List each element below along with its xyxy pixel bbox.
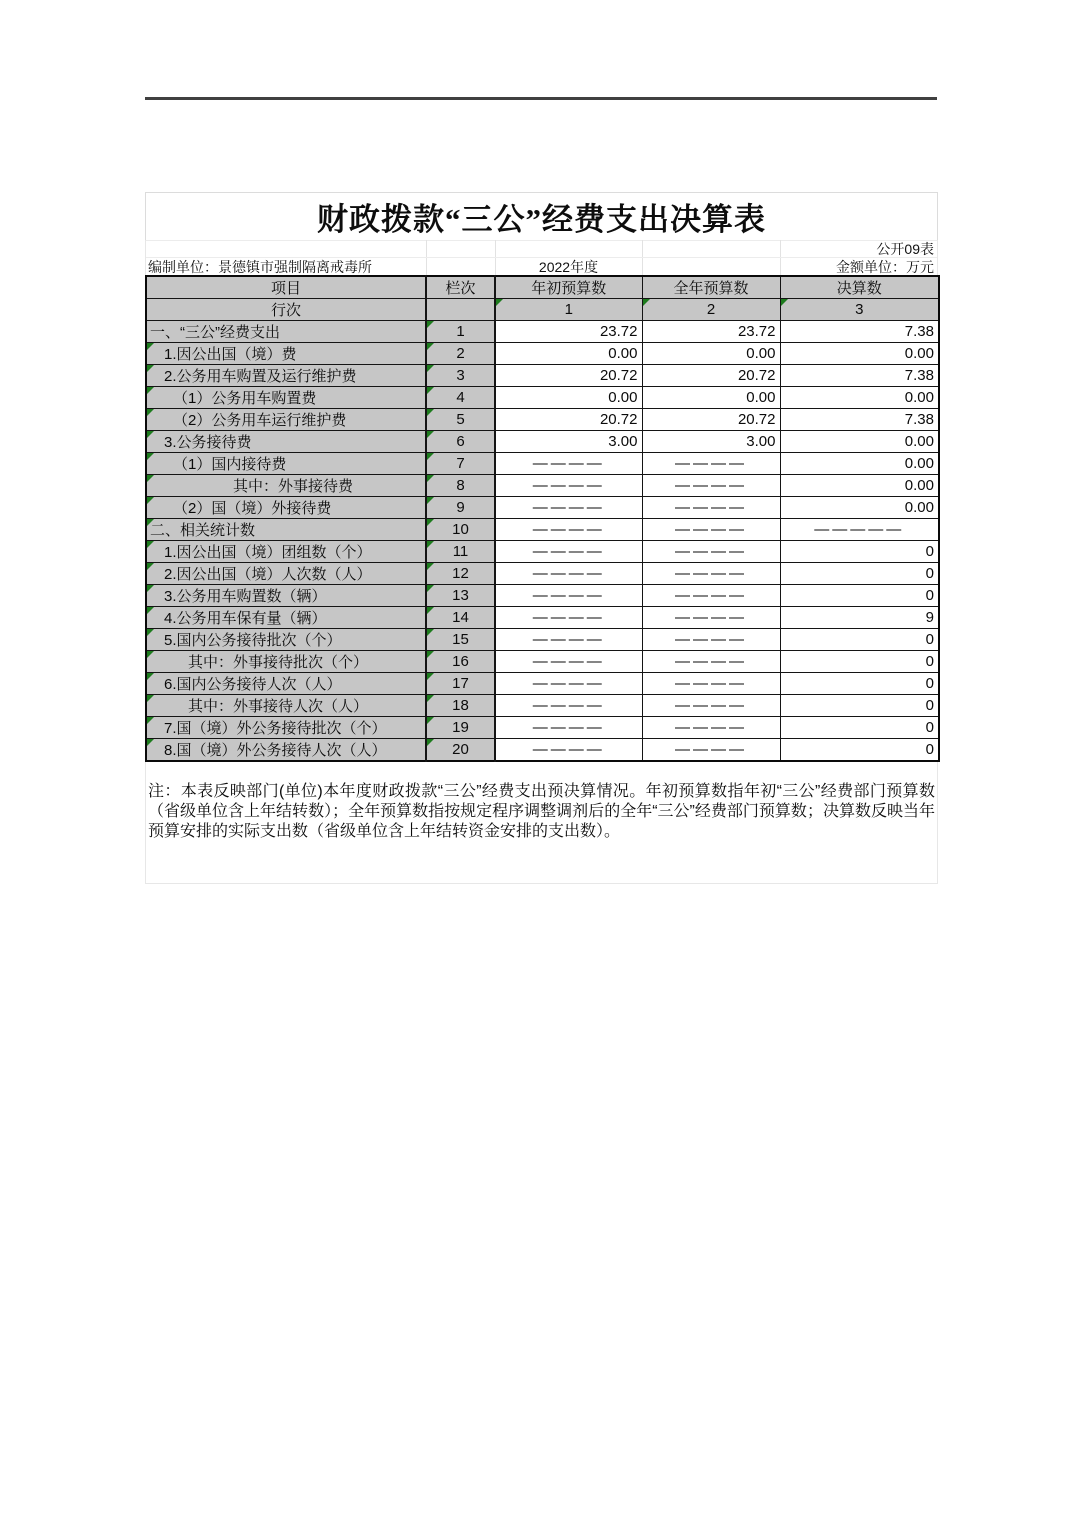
header-annual-budget: 全年预算数 [642, 276, 780, 299]
row-value-cell: ———— [642, 497, 780, 519]
row-line-number-cell: 10 [426, 519, 495, 541]
row-value-cell: 7.38 [780, 409, 939, 431]
table-row [146, 409, 939, 431]
row-value-cell: 3.00 [642, 431, 780, 453]
comment-marker-icon [147, 409, 154, 416]
row-value-cell: ———— [642, 563, 780, 585]
row-value-cell: 20.72 [495, 365, 642, 387]
line-col-value: 2 [706, 301, 716, 318]
comment-marker-icon [147, 365, 154, 372]
comment-marker-icon [427, 651, 434, 658]
table-code: 公开09表 [146, 240, 937, 257]
row-value-cell: ———— [495, 629, 642, 651]
comment-marker-icon [427, 343, 434, 350]
row-value-cell: 9 [780, 607, 939, 629]
row-value-cell: 0.00 [780, 453, 939, 475]
row-value-cell: ———— [495, 519, 642, 541]
comment-marker-icon [427, 409, 434, 416]
row-item-cell: 1.因公出国（境）费 [146, 343, 426, 365]
row-item-cell: 其中：外事接待人次（人） [146, 695, 426, 717]
row-value-cell: 0 [780, 629, 939, 651]
row-item-cell: 3.公务接待费 [146, 431, 426, 453]
comment-marker-icon [427, 607, 434, 614]
row-line-number-cell: 4 [426, 387, 495, 409]
row-value-cell: 0.00 [780, 431, 939, 453]
row-value-cell: ———— [642, 717, 780, 739]
comment-marker-icon [427, 519, 434, 526]
row-item-cell: 2.公务用车购置及运行维护费 [146, 365, 426, 387]
row-value-cell: 0.00 [780, 387, 939, 409]
comment-marker-icon [496, 299, 503, 306]
row-item-cell: （2）国（境）外接待费 [146, 497, 426, 519]
comment-marker-icon [147, 629, 154, 636]
row-value-cell: ———— [495, 541, 642, 563]
row-line-number-cell: 15 [426, 629, 495, 651]
table-row [146, 585, 939, 607]
comment-marker-icon [427, 585, 434, 592]
table-row [146, 497, 939, 519]
row-value-cell: 0 [780, 717, 939, 739]
comment-marker-icon [427, 497, 434, 504]
row-value-cell: ———— [642, 739, 780, 762]
row-value-cell: ———— [642, 629, 780, 651]
row-item-cell: 5.国内公务接待批次（个） [146, 629, 426, 651]
row-value-cell: 0 [780, 541, 939, 563]
comment-marker-icon [643, 299, 650, 306]
comment-marker-icon [427, 321, 434, 328]
row-value-cell: 23.72 [495, 321, 642, 343]
row-value-cell: 0 [780, 563, 939, 585]
fiscal-period: 2022年度 [538, 259, 599, 275]
row-value-cell: 7.38 [780, 321, 939, 343]
table-row [146, 651, 939, 673]
row-item-cell: 7.国（境）外公务接待批次（个） [146, 717, 426, 739]
line-col-2 [642, 299, 780, 321]
row-line-number-cell: 2 [426, 343, 495, 365]
row-line-number-cell: 12 [426, 563, 495, 585]
table-row [146, 541, 939, 563]
comment-marker-icon [147, 453, 154, 460]
comment-marker-icon [147, 607, 154, 614]
row-item-cell: 2.因公出国（境）人次数（人） [146, 563, 426, 585]
table-row [146, 563, 939, 585]
row-value-cell: 0.00 [642, 387, 780, 409]
row-line-number-cell: 17 [426, 673, 495, 695]
line-col-value: 3 [855, 301, 864, 318]
row-line-number-cell: 11 [426, 541, 495, 563]
row-item-cell: 3.公务用车购置数（辆） [146, 585, 426, 607]
comment-marker-icon [427, 453, 434, 460]
table-row [146, 321, 939, 343]
row-value-cell: ———— [642, 453, 780, 475]
row-item-cell: （2）公务用车运行维护费 [146, 409, 426, 431]
comment-marker-icon [147, 673, 154, 680]
comment-marker-icon [147, 475, 154, 482]
row-value-cell: 7.38 [780, 365, 939, 387]
row-value-cell: 0.00 [780, 343, 939, 365]
comment-marker-icon [427, 475, 434, 482]
comment-marker-icon [427, 541, 434, 548]
row-value-cell: 0.00 [495, 343, 642, 365]
row-value-cell: ———— [495, 717, 642, 739]
row-item-cell: 其中：外事接待批次（个） [146, 651, 426, 673]
line-col-3 [780, 299, 939, 321]
row-value-cell: ———— [495, 585, 642, 607]
row-line-number-cell: 20 [426, 739, 495, 762]
row-line-number-cell: 7 [426, 453, 495, 475]
table-body [146, 321, 939, 762]
note-box [145, 762, 938, 884]
table-row [146, 343, 939, 365]
row-value-cell: ———— [495, 475, 642, 497]
row-item-cell: （1）公务用车购置费 [146, 387, 426, 409]
row-item-cell: 二、相关统计数 [146, 519, 426, 541]
row-value-cell: ———— [642, 673, 780, 695]
header-final-account: 决算数 [780, 276, 939, 299]
row-line-number-cell: 5 [426, 409, 495, 431]
row-line-number-cell: 16 [426, 651, 495, 673]
row-value-cell: 0 [780, 651, 939, 673]
comment-marker-icon [427, 365, 434, 372]
comment-marker-icon [427, 739, 434, 746]
line-row-empty [426, 299, 495, 321]
comment-marker-icon [147, 387, 154, 394]
line-col-1 [495, 299, 642, 321]
page-title: 财政拨款“三公”经费支出决算表 [317, 202, 766, 237]
row-item-cell: 4.公务用车保有量（辆） [146, 607, 426, 629]
row-line-number-cell: 18 [426, 695, 495, 717]
row-value-cell: ———— [495, 563, 642, 585]
comment-marker-icon [147, 343, 154, 350]
row-value-cell: ———— [642, 607, 780, 629]
row-value-cell: 20.72 [642, 409, 780, 431]
row-line-number-cell: 9 [426, 497, 495, 519]
meta-rows [145, 240, 938, 275]
row-item-cell: （1）国内接待费 [146, 453, 426, 475]
page-header-rule [145, 97, 937, 100]
comment-marker-icon [147, 651, 154, 658]
comment-marker-icon [427, 431, 434, 438]
fiscal-sheet [145, 192, 938, 884]
table-row [146, 607, 939, 629]
table-row [146, 717, 939, 739]
title-block [145, 192, 938, 240]
table-row [146, 453, 939, 475]
row-line-number-cell: 19 [426, 717, 495, 739]
comment-marker-icon [427, 717, 434, 724]
line-row-label: 行次 [146, 299, 426, 321]
row-value-cell: ———— [642, 651, 780, 673]
header-line-no: 栏次 [426, 276, 495, 299]
table-row [146, 365, 939, 387]
row-item-cell: 一、“三公”经费支出 [146, 321, 426, 343]
table-row [146, 475, 939, 497]
comment-marker-icon [427, 563, 434, 570]
footnote-text: 注：本表反映部门(单位)本年度财政拨款“三公”经费支出预决算情况。年初预算数指年初“三公”经费部门预算数（省级单位含上年结转数）；全年预算数指按规定程序调整调剂后的全年“三公”经费部门预算数；决算数反映当年预算安排的实际支出数（省级单位含上年结转资金安排的支出数）。 [148, 783, 935, 840]
row-item-cell: 6.国内公务接待人次（人） [146, 673, 426, 695]
row-value-cell: 23.72 [642, 321, 780, 343]
row-line-number-cell: 1 [426, 321, 495, 343]
row-item-cell: 其中：外事接待费 [146, 475, 426, 497]
row-value-cell: ———— [495, 739, 642, 762]
row-value-cell: ———— [495, 695, 642, 717]
row-line-number-cell: 8 [426, 475, 495, 497]
header-item: 项目 [146, 276, 426, 299]
comment-marker-icon [147, 519, 154, 526]
header-initial-budget: 年初预算数 [495, 276, 642, 299]
comment-marker-icon [147, 431, 154, 438]
row-value-cell: 3.00 [495, 431, 642, 453]
row-value-cell: ———— [642, 695, 780, 717]
comment-marker-icon [147, 739, 154, 746]
row-value-cell: 0.00 [780, 497, 939, 519]
header-row [146, 276, 939, 299]
comment-marker-icon [147, 541, 154, 548]
row-value-cell: ———— [642, 519, 780, 541]
row-value-cell: ———— [495, 453, 642, 475]
row-value-cell: ———— [642, 585, 780, 607]
fiscal-table [145, 275, 940, 762]
line-number-row [146, 299, 939, 321]
table-row [146, 695, 939, 717]
row-value-cell: ———— [495, 607, 642, 629]
line-col-value: 1 [564, 301, 573, 318]
row-value-cell: ———— [495, 651, 642, 673]
table-row [146, 387, 939, 409]
row-line-number-cell: 3 [426, 365, 495, 387]
table-row [146, 739, 939, 762]
row-line-number-cell: 13 [426, 585, 495, 607]
unit-label: 金额单位：万元 [836, 259, 934, 275]
row-value-cell: 0.00 [780, 475, 939, 497]
comment-marker-icon [781, 299, 788, 306]
comment-marker-icon [147, 717, 154, 724]
row-value-cell: ———— [495, 497, 642, 519]
row-item-cell: 1.因公出国（境）团组数（个） [146, 541, 426, 563]
comment-marker-icon [147, 585, 154, 592]
row-value-cell: 20.72 [642, 365, 780, 387]
row-value-cell: 0.00 [495, 387, 642, 409]
prepared-by-label: 编制单位：景德镇市强制隔离戒毒所 [148, 259, 372, 275]
row-item-cell: 8.国（境）外公务接待人次（人） [146, 739, 426, 762]
row-value-cell: 0 [780, 695, 939, 717]
comment-marker-icon [427, 629, 434, 636]
row-line-number-cell: 6 [426, 431, 495, 453]
comment-marker-icon [427, 387, 434, 394]
row-value-cell: ———— [642, 475, 780, 497]
row-value-cell: ———— [642, 541, 780, 563]
table-row [146, 519, 939, 541]
row-value-cell: 20.72 [495, 409, 642, 431]
table-row [146, 629, 939, 651]
comment-marker-icon [427, 673, 434, 680]
table-row [146, 673, 939, 695]
row-line-number-cell: 14 [426, 607, 495, 629]
row-value-cell: 0 [780, 739, 939, 762]
table-row [146, 431, 939, 453]
comment-marker-icon [147, 497, 154, 504]
comment-marker-icon [427, 695, 434, 702]
comment-marker-icon [147, 563, 154, 570]
meta-row [146, 257, 937, 275]
row-value-cell: 0 [780, 585, 939, 607]
row-value-cell: ———— [495, 673, 642, 695]
row-value-cell: 0 [780, 673, 939, 695]
comment-marker-icon [147, 695, 154, 702]
row-value-cell: ————— [780, 519, 939, 541]
row-value-cell: 0.00 [642, 343, 780, 365]
